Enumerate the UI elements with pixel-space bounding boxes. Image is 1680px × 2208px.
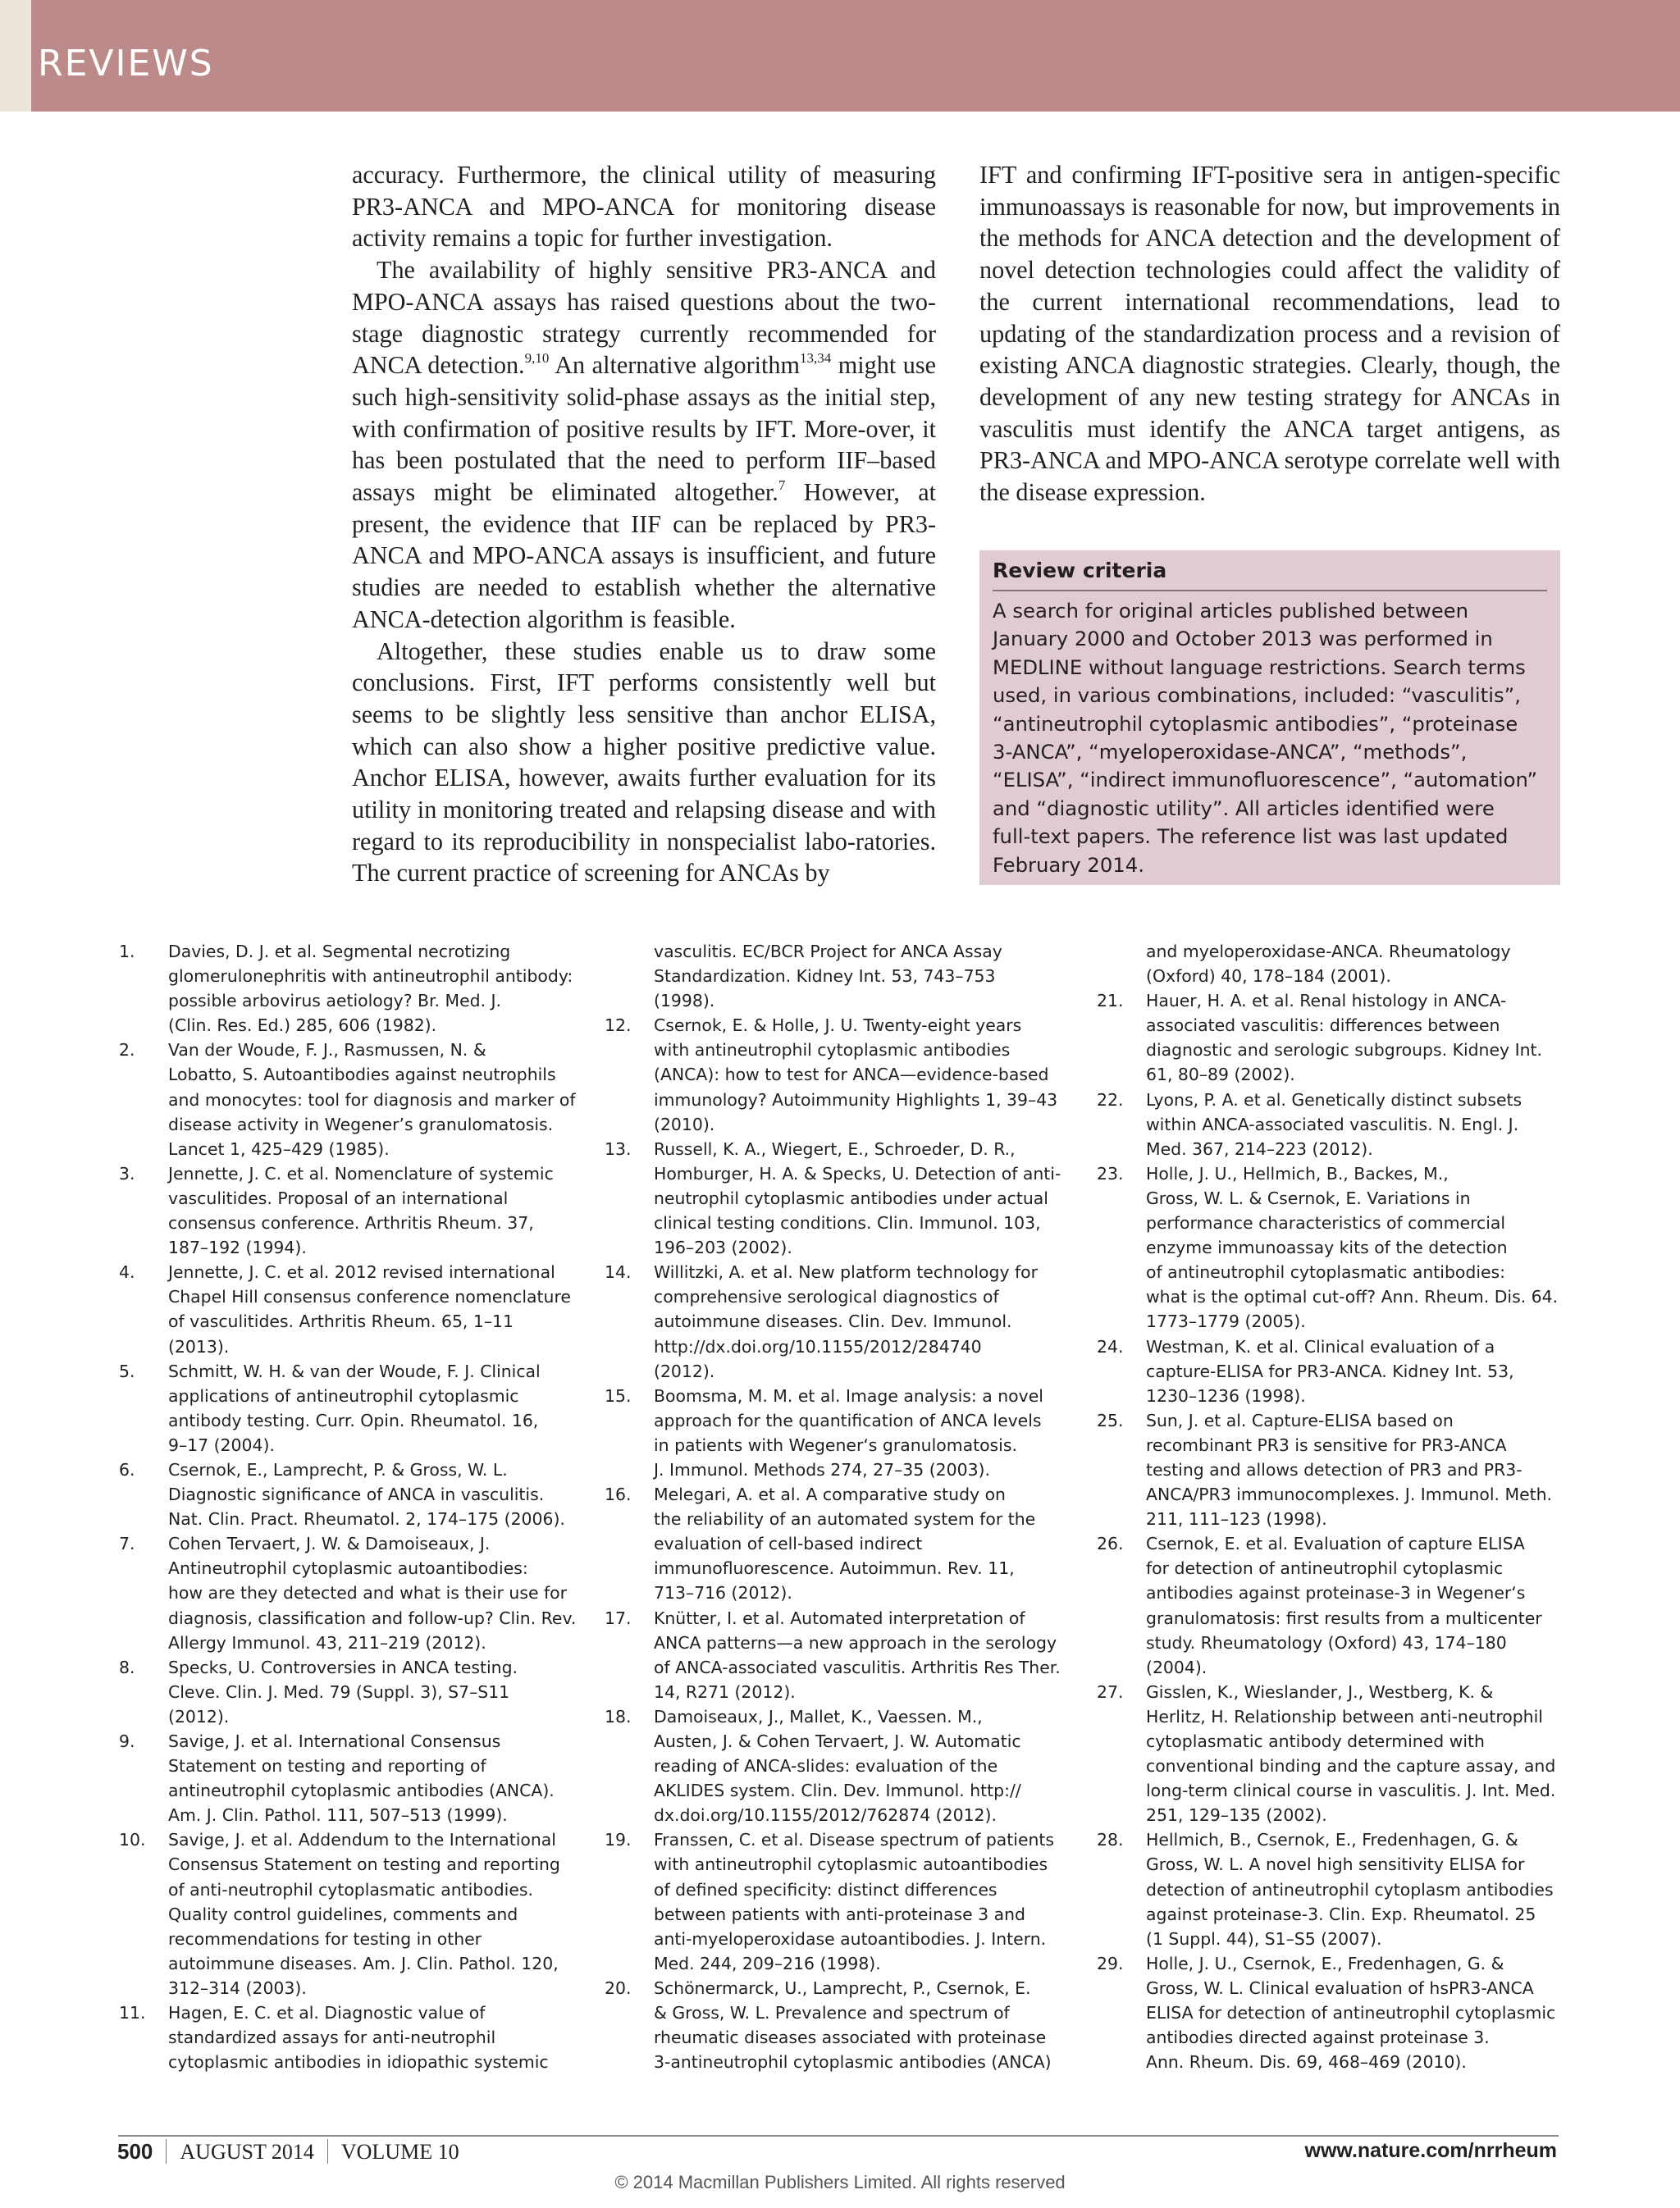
reference-text: Lyons, P. A. et al. Genetically distinct subsets within ANCA-associated vasculitis. N. Engl. J. Med. 367, 214–223 (2012). (1146, 1089, 1522, 1159)
volume: VOLUME 10 (340, 2140, 459, 2164)
reference-text: Jennette, J. C. et al. 2012 revised international Chapel Hill consensus conference nomenclature of vasculitides. Arthritis Rheum. 65, 1–11 (2013). (168, 1262, 571, 1357)
review-criteria-text: A search for original articles published between January 2000 and October 2013 was performed in MEDLINE without language restrictions. Search terms used, in various combinations, included: “vasculitis”, “antineutrophil cytoplasmic antibodies”, “proteinase 3-ANCA”, “myeloperoxidase-ANCA”, “methods”, “ELISA”, “indirect immunofluorescence”, “automation” and “diagnostic utility”. All articles identified were full-text papers. The reference list was last updated February 2014. (993, 599, 1538, 877)
body-column-left (352, 159, 936, 889)
reference-item (119, 1359, 576, 1458)
reference-item (119, 1260, 576, 1358)
divider (993, 590, 1547, 591)
body-paragraph: IFT and confirming IFT-positive sera in antigen-specific immunoassays is reasonable for now, but improvements in the methods for ANCA detection and the development of novel detection technologies could affect the validity of the current international recommendations, lead to updating of the standardization process and a revision of existing ANCA diagnostic strategies. Clearly, though, the development of any new testing strategy for ANCAs in vasculitis must identify the ANCA target antigens, as PR3-ANCA and MPO-ANCA serotype correlate well with the disease expression. (979, 161, 1560, 507)
reference-item (605, 1704, 1061, 1827)
reference-number: 5. (119, 1361, 135, 1381)
reference-number: 21. (1097, 991, 1124, 1011)
page-number: 500 (117, 2139, 153, 2164)
review-criteria-title: Review criteria (993, 559, 1167, 582)
reference-number: 22. (1097, 1089, 1124, 1110)
reference-text: Hauer, H. A. et al. Renal histology in ANCA- associated vasculitis: differences between diagnostic and serologic subgroups. Kidney Int. 61, 80–89 (2002). (1146, 991, 1542, 1085)
header-band (31, 0, 1680, 112)
reference-item (119, 1038, 576, 1161)
reference-text: Melegari, A. et al. A comparative study on the reliability of an automated system for the evaluation of cell-based indirect immunofluorescence. Autoimmun. Rev. 11, 713–716 (2012). (654, 1485, 1036, 1604)
reference-number: 23. (1097, 1163, 1124, 1184)
citation: 9,10 (524, 350, 550, 367)
reference-number: 3. (119, 1163, 135, 1184)
reference-item (1097, 1334, 1558, 1408)
reference-number: 28. (1097, 1830, 1124, 1850)
reference-item (605, 1482, 1061, 1605)
reference-number: 10. (119, 1830, 146, 1850)
reference-item (119, 1827, 576, 2000)
reference-item (1097, 1408, 1558, 1531)
body-paragraph: Altogether, these studies enable us to draw some conclusions. First, IFT performs consistently well but seems to be slightly less sensitive than anchor ELISA, which can also show a higher positive predictive value. Anchor ELISA, however, awaits further evaluation for its utility in monitoring treated and relapsing disease and with regard to its reproducibility in nonspecialist labo-ratories. The current practice of screening for ANCAs by (352, 636, 936, 887)
reference-text: Russell, K. A., Wiegert, E., Schroeder, D. R., Homburger, H. A. & Specks, U. Detection of anti- neutrophil cytoplasmic antibodies under actual clinical testing conditions. Clin. Immunol. 103, 196–203 (2002). (654, 1138, 1061, 1258)
reference-item (605, 1013, 1061, 1136)
citation: 7 (778, 477, 786, 494)
reference-item (1097, 1827, 1558, 1950)
reference-text: Gisslen, K., Wieslander, J., Westberg, K. & Herlitz, H. Relationship between anti-neutrophil cytoplasmatic antibody determined with conventional binding and the capture assay, and long-term clinical course in vasculitis. J. Int. Med. 251, 129–135 (2002). (1146, 1681, 1556, 1826)
reference-item (1097, 988, 1558, 1087)
reference-item (119, 1161, 576, 1260)
reference-number: 6. (119, 1459, 135, 1480)
reference-text: Schönermarck, U., Lamprecht, P., Csernok, E. & Gross, W. L. Prevalence and spectrum of rheumatic diseases associated with proteinase 3-antineutrophil cytoplasmic antibodies (ANCA) (654, 1978, 1052, 2073)
issue-date: AUGUST 2014 (180, 2140, 314, 2164)
reference-text: vasculitis. EC/BCR Project for ANCA Assay Standardization. Kidney Int. 53, 743–753 (1998). (654, 942, 1002, 1011)
reference-number: 24. (1097, 1336, 1124, 1357)
reference-number: 2. (119, 1040, 135, 1061)
reference-item (1097, 1531, 1558, 1680)
reference-text: Specks, U. Controversies in ANCA testing. Cleve. Clin. J. Med. 79 (Suppl. 3), S7–S11 (2012). (168, 1657, 518, 1727)
reference-item (119, 1655, 576, 1729)
copyright-notice: © 2014 Macmillan Publishers Limited. All rights reserved (614, 2172, 1066, 2192)
reference-text: and myeloperoxidase-ANCA. Rheumatology (Oxford) 40, 178–184 (2001). (1146, 942, 1511, 987)
reference-number: 20. (605, 1978, 632, 1998)
reference-number: 8. (119, 1657, 135, 1677)
reference-item (1097, 1951, 1558, 2074)
reference-item (1097, 1680, 1558, 1828)
reference-item (605, 1827, 1061, 1976)
reference-text: Cohen Tervaert, J. W. & Damoiseaux, J. Antineutrophil cytoplasmic autoantibodies: how are they detected and what is their use for diagnosis, classification and follow-up? Clin. Rev. Allergy Immunol. 43, 211–219 (2012). (168, 1534, 577, 1653)
reference-text: Franssen, C. et al. Disease spectrum of patients with antineutrophil cytoplasmic autoantibodies of defined specificity: distinct differences between patients with anti-proteinase 3 and anti-myeloperoxidase autoantibodies. J. Intern. Med. 244, 209–216 (1998). (654, 1830, 1055, 1973)
body-paragraph: accuracy. Furthermore, the clinical utility of measuring PR3-ANCA and MPO-ANCA for monitoring disease activity remains a topic for further investigation. (352, 161, 936, 253)
reference-item (605, 1137, 1061, 1260)
reference-text: Savige, J. et al. International Consensus Statement on testing and reporting of antineutrophil cytoplasmic antibodies (ANCA). Am. J. Clin. Pathol. 111, 507–513 (1999). (168, 1731, 555, 1826)
reference-text: Schmitt, W. H. & van der Woude, F. J. Clinical applications of antineutrophil cytoplasmic antibody testing. Curr. Opin. Rheumatol. 16, 9–17 (2004). (168, 1361, 541, 1455)
reference-item (1097, 1161, 1558, 1334)
reference-number: 4. (119, 1262, 135, 1283)
references-column-2 (605, 939, 1061, 2074)
reference-text: Damoiseaux, J., Mallet, K., Vaessen. M., Austen, J. & Cohen Tervaert, J. W. Automatic reading of ANCA-slides: evaluation of the AKLIDES system. Clin. Dev. Immunol. http:// dx.doi.org/10.1155/2012/762874 (2012). (654, 1706, 1021, 1826)
reference-text: Csernok, E. & Holle, J. U. Twenty-eight years with antineutrophil cytoplasmic antibodies (ANCA): how to test for ANCA—evidence-based immunology? Autoimmunity Highlights 1, 39–43 (2010). (654, 1015, 1058, 1134)
reference-number: 11. (119, 2003, 146, 2023)
reference-item (119, 1729, 576, 1827)
reference-number: 17. (605, 1608, 632, 1628)
reference-text: Csernok, E., Lamprecht, P. & Gross, W. L. Diagnostic significance of ANCA in vasculitis. Nat. Clin. Pract. Rheumatol. 2, 174–175 (2006). (168, 1459, 565, 1530)
reference-text: Willitzki, A. et al. New platform technology for comprehensive serological diagnostics of autoimmune diseases. Clin. Dev. Immunol. http://dx.doi.org/10.1155/2012/284740 (2012). (654, 1262, 1039, 1381)
reference-item (119, 2000, 576, 2074)
divider (166, 2139, 167, 2164)
reference-text: Sun, J. et al. Capture-ELISA based on recombinant PR3 is sensitive for PR3-ANCA testing and allows detection of PR3 and PR3- ANCA/PR3 immunocomplexes. J. Immunol. Meth. 211, 111–123 (1998). (1146, 1410, 1553, 1530)
reference-text: Hagen, E. C. et al. Diagnostic value of standardized assays for anti-neutrophil cytoplasmic antibodies in idiopathic systemic (168, 2003, 549, 2073)
review-criteria-box (979, 550, 1560, 885)
reference-number: 18. (605, 1706, 632, 1727)
reference-number: 7. (119, 1534, 135, 1554)
reference-number: 26. (1097, 1534, 1124, 1554)
reference-number: 29. (1097, 1953, 1124, 1973)
reference-text: Hellmich, B., Csernok, E., Fredenhagen, G. & Gross, W. L. A novel high sensitivity ELISA for detection of antineutrophil cytoplasm antibodies against proteinase-3. Clin. Exp. Rheumatol. 25 (1 Suppl. 44), S1–S5 (2007). (1146, 1830, 1554, 1949)
reference-number: 13. (605, 1138, 632, 1159)
body-column-right (979, 159, 1560, 509)
reference-text: Westman, K. et al. Clinical evaluation of a capture-ELISA for PR3-ANCA. Kidney Int. 53, 1230–1236 (1998). (1146, 1336, 1514, 1406)
body-paragraph: The availability of highly sensitive PR3-ANCA and MPO-ANCA assays has raised questions about the two-stage diagnostic strategy currently recommended for ANCA detection.$^{9,10}$ An alternative algorithm$^{13,34}$ might use such high-sensitivity solid-phase assays as the initial step, with confirmation of positive results by IFT. More-over, it has been postulated that the need to perform IIF–based assays might be eliminated altogether.$^7$ However, at present, the evidence that IIF can be replaced by PR3-ANCA and MPO-ANCA assays is insufficient, and future studies are needed to establish whether the alternative ANCA-detection algorithm is feasible. (352, 256, 937, 633)
reference-number: 16. (605, 1485, 632, 1505)
reference-item (119, 939, 576, 1038)
reference-item (605, 939, 1061, 1013)
reference-text: Jennette, J. C. et al. Nomenclature of systemic vasculitides. Proposal of an international consensus conference. Arthritis Rheum. 37, 187–192 (1994). (168, 1163, 554, 1258)
reference-number: 27. (1097, 1681, 1124, 1702)
references-column-1 (119, 939, 576, 2074)
reference-text: Knütter, I. et al. Automated interpretation of ANCA patterns—a new approach in the serology of ANCA-associated vasculitis. Arthritis Res Ther. 14, R271 (2012). (654, 1608, 1061, 1702)
divider (327, 2139, 328, 2164)
references-column-3 (1097, 939, 1558, 2074)
reference-item (605, 1260, 1061, 1383)
reference-item (1097, 1088, 1558, 1161)
footer-divider (118, 2135, 1559, 2137)
reference-item (119, 1458, 576, 1531)
reference-item (605, 1976, 1061, 2074)
footer-issue-info (117, 2139, 459, 2165)
citation: 13,34 (799, 350, 832, 367)
reference-number: 19. (605, 1830, 632, 1850)
reference-number: 1. (119, 942, 135, 961)
reference-text: Csernok, E. et al. Evaluation of capture ELISA for detection of antineutrophil cytoplasmic antibodies against proteinase-3 in Wegener‘s granulomatosis: first results from a multicenter study. Rheumatology (Oxford) 43, 174–180 (2004). (1146, 1534, 1542, 1677)
reference-number: 14. (605, 1262, 632, 1283)
reference-text: Savige, J. et al. Addendum to the International Consensus Statement on testing and reporting of anti-neutrophil cytoplasmatic antibodies. Quality control guidelines, comments and recommendations for testing in other autoimmune diseases. Am. J. Clin. Pathol. 120, 312–314 (2003). (168, 1830, 560, 1998)
reference-number: 25. (1097, 1410, 1124, 1430)
reference-number: 15. (605, 1385, 632, 1406)
reference-item (1097, 939, 1558, 988)
reference-item (605, 1606, 1061, 1704)
reference-number: 12. (605, 1015, 632, 1036)
reference-text: Boomsma, M. M. et al. Image analysis: a novel approach for the quantification of ANCA levels in patients with Wegener‘s granulomatosis. J. Immunol. Methods 274, 27–35 (2003). (654, 1385, 1043, 1480)
reference-item (605, 1384, 1061, 1482)
reference-number: 9. (119, 1731, 135, 1751)
section-title: REVIEWS (38, 43, 214, 84)
reference-text: Van der Woude, F. J., Rasmussen, N. & Lobatto, S. Autoantibodies against neutrophils and monocytes: tool for diagnosis and marker of disease activity in Wegener’s granulomatosis. Lancet 1, 425–429 (1985). (168, 1040, 576, 1159)
reference-text: Holle, J. U., Csernok, E., Fredenhagen, G. & Gross, W. L. Clinical evaluation of hsPR3-ANCA ELISA for detection of antineutrophil cytoplasmic antibodies directed against proteinase 3. Ann. Rheum. Dis. 69, 468–469 (2010). (1146, 1953, 1556, 2073)
reference-text: Davies, D. J. et al. Segmental necrotizing glomerulonephritis with antineutrophil antibody: possible arbovirus aetiology? Br. Med. J. (Clin. Res. Ed.) 285, 606 (1982). (168, 942, 573, 1036)
reference-item (119, 1531, 576, 1654)
reference-text: Holle, J. U., Hellmich, B., Backes, M., Gross, W. L. & Csernok, E. Variations in performance characteristics of commercial enzyme immunoassay kits of the detection of antineutrophil cytoplasmatic antibodies: what is the optimal cut-off? Ann. Rheum. Dis. 64. 1773–1779 (2005). (1146, 1163, 1559, 1332)
journal-url[interactable]: www.nature.com/nrrheum (1304, 2139, 1557, 2162)
